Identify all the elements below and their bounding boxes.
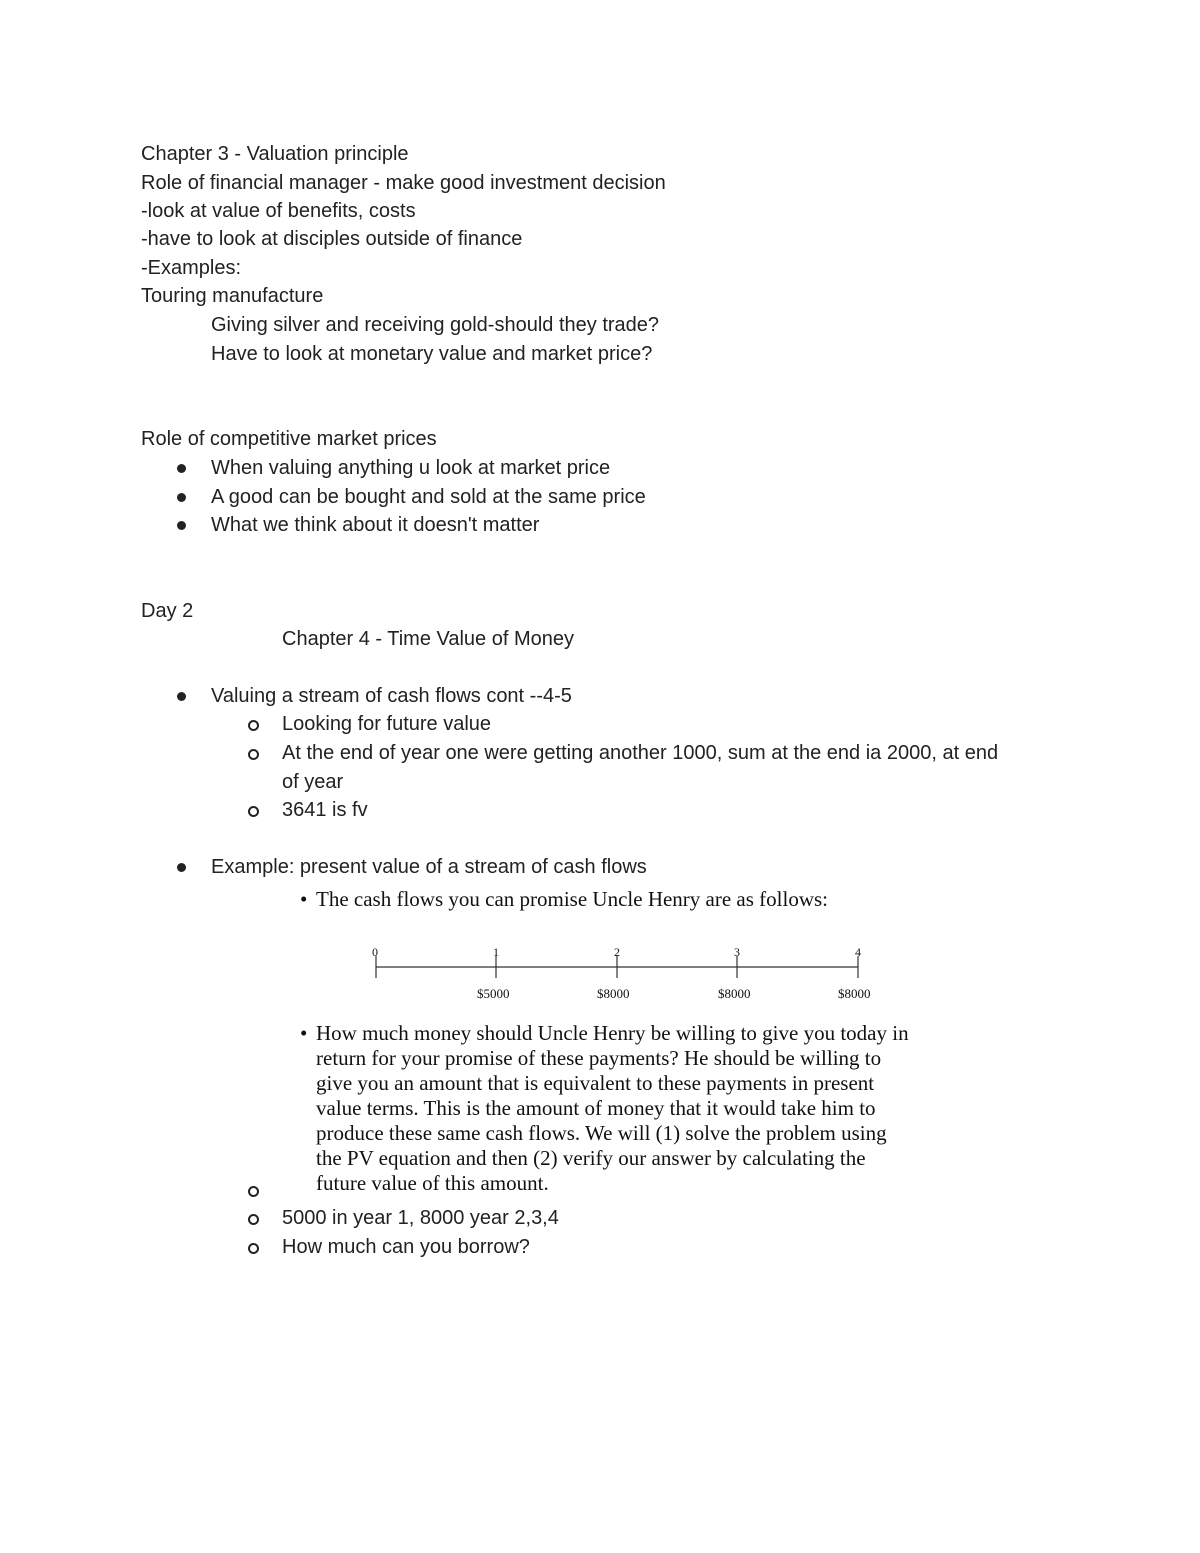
- text-line: Touring manufacture: [141, 285, 324, 307]
- indented-line: Giving silver and receiving gold-should they trade?: [211, 314, 660, 336]
- chapter-3-title: Chapter 3 - Valuation principle: [141, 143, 409, 165]
- sub-list-item: 5000 in year 1, 8000 year 2,3,4: [282, 1207, 559, 1229]
- sub-bullet-icon: [248, 720, 259, 731]
- timeline-period-label: 4: [855, 945, 861, 959]
- sub-bullet-icon: [248, 1214, 259, 1225]
- list-item: A good can be bought and sold at the same price: [211, 486, 646, 508]
- sub-list-item-continued: of year: [282, 771, 344, 793]
- day-heading: Day 2: [141, 600, 194, 622]
- sub-list-item: 3641 is fv: [282, 799, 368, 821]
- pasted-bullet-icon: •: [300, 887, 308, 911]
- timeline-amount: $5000: [477, 986, 510, 1001]
- pasted-heading: The cash flows you can promise Uncle Henry are as follows:: [316, 887, 829, 911]
- pasted-paragraph-line: return for your promise of these payments? He should be willing to: [316, 1046, 882, 1070]
- text-line: Role of financial manager - make good investment decision: [141, 172, 666, 194]
- sub-bullet-icon: [248, 1243, 259, 1254]
- pasted-paragraph-line: produce these same cash flows. We will (1) solve the problem using: [316, 1121, 887, 1145]
- list-item: Example: present value of a stream of cash flows: [211, 856, 647, 878]
- sub-list-item: At the end of year one were getting another 1000, sum at the end ia 2000, at end: [282, 742, 999, 764]
- list-item: What we think about it doesn't matter: [211, 514, 540, 536]
- timeline-period-label: 0: [372, 945, 378, 959]
- timeline-period-label: 2: [614, 945, 620, 959]
- text-line: -have to look at disciples outside of finance: [141, 228, 523, 250]
- timeline-amount: $8000: [838, 986, 871, 1001]
- indented-line: Have to look at monetary value and market price?: [211, 343, 653, 365]
- sub-list-item: How much can you borrow?: [282, 1236, 530, 1258]
- pasted-bullet-icon: •: [300, 1021, 308, 1045]
- sub-list-item: Looking for future value: [282, 713, 492, 735]
- bullet-icon: [177, 464, 186, 473]
- timeline-period-label: 1: [493, 945, 499, 959]
- bullet-icon: [177, 521, 186, 530]
- pasted-paragraph-line: value terms. This is the amount of money that it would take him to: [316, 1096, 876, 1120]
- sub-bullet-icon: [248, 749, 259, 760]
- timeline-amount: $8000: [597, 986, 630, 1001]
- pasted-paragraph-line: the PV equation and then (2) verify our answer by calculating the: [316, 1146, 866, 1170]
- bullet-icon: [177, 692, 186, 701]
- list-item: Valuing a stream of cash flows cont --4-5: [211, 685, 572, 707]
- bullet-icon: [177, 863, 186, 872]
- chapter-4-title: Chapter 4 - Time Value of Money: [282, 628, 574, 650]
- list-item: When valuing anything u look at market price: [211, 457, 611, 479]
- pasted-paragraph-line: future value of this amount.: [316, 1171, 549, 1195]
- timeline-period-label: 3: [734, 945, 740, 959]
- timeline-amount: $8000: [718, 986, 751, 1001]
- text-line: -look at value of benefits, costs: [141, 200, 416, 222]
- pasted-paragraph-line: How much money should Uncle Henry be willing to give you today in: [316, 1021, 909, 1045]
- sub-bullet-icon: [248, 1186, 259, 1197]
- sub-bullet-icon: [248, 806, 259, 817]
- market-prices-title: Role of competitive market prices: [141, 428, 437, 450]
- text-line: -Examples:: [141, 257, 242, 279]
- pasted-paragraph-line: give you an amount that is equivalent to these payments in present: [316, 1071, 875, 1095]
- bullet-icon: [177, 493, 186, 502]
